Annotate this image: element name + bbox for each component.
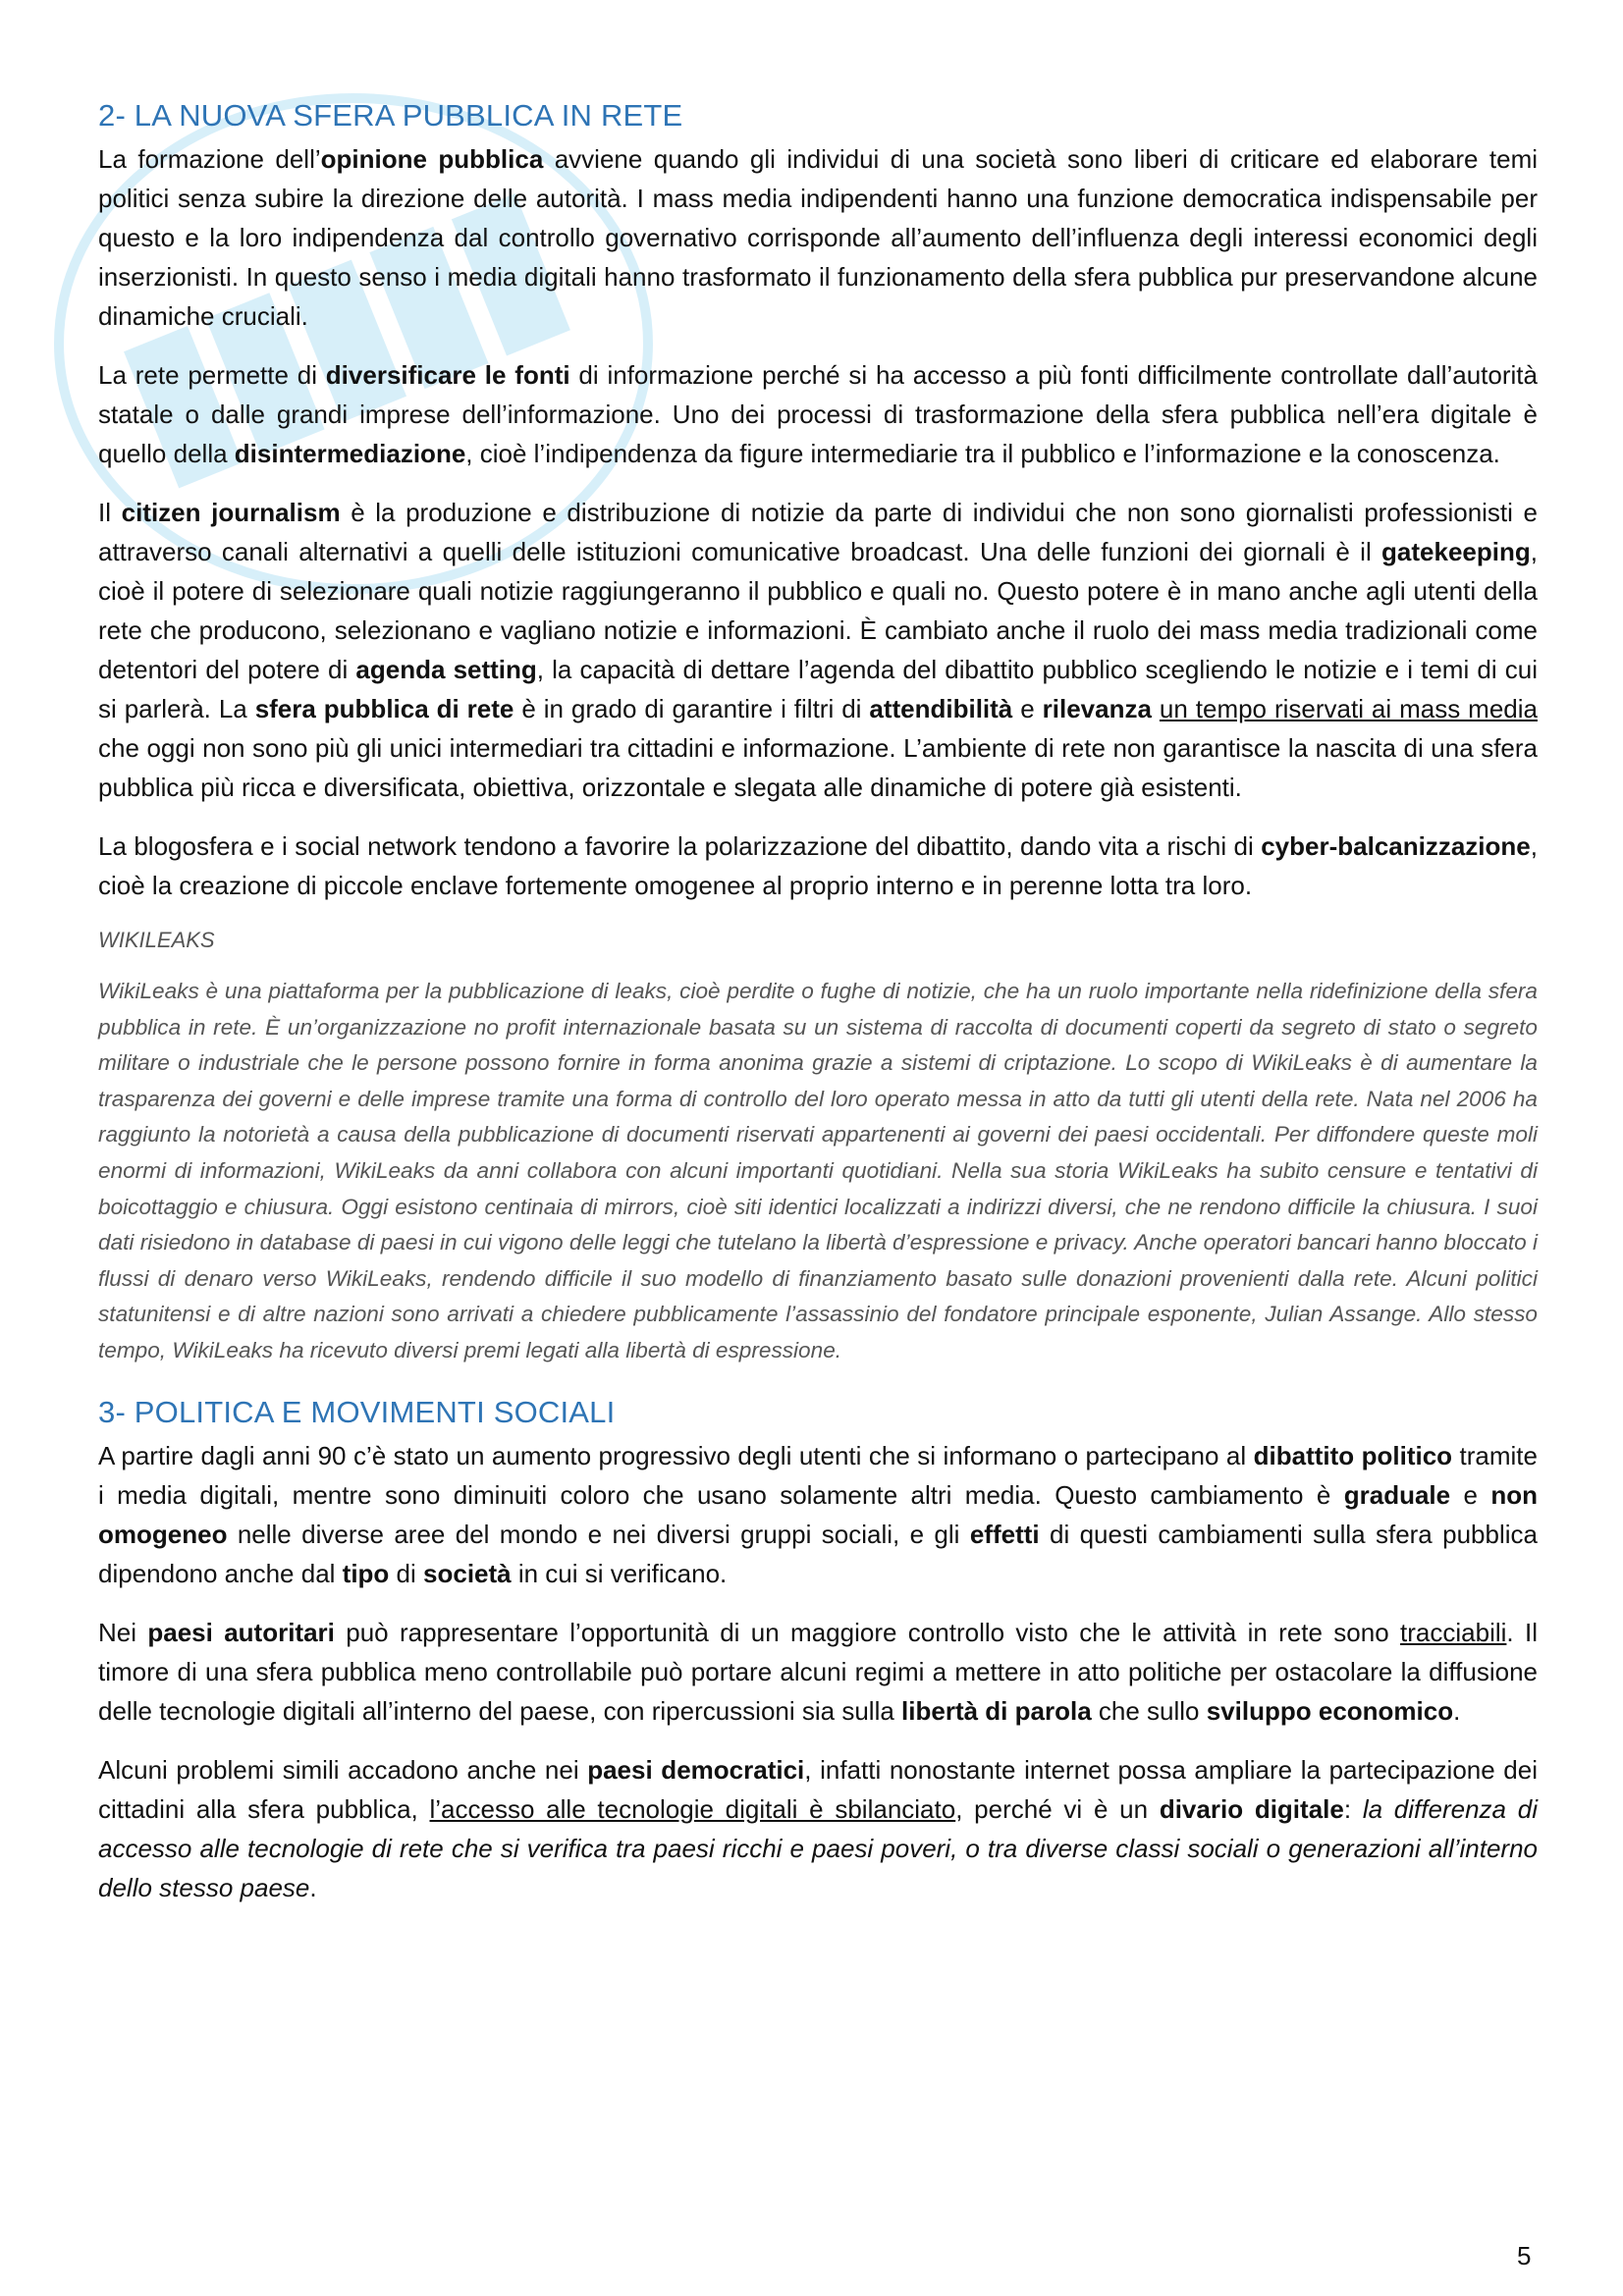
paragraph-paesi-autoritari: Nei paesi autoritari può rappresentare l’opportunità di un maggiore controllo visto che le attività in rete sono tracciabili. Il timore di una sfera pubblica meno controllabile può portare alcuni regimi a mettere in atto politiche per ostacolare la diffusione delle tecnologie digitali all’interno del paese, con ripercussioni sia sulla libertà di parola che sullo sviluppo economico. bbox=[98, 1617, 1538, 1726]
term-paesi-autoritari: paesi autoritari bbox=[147, 1617, 335, 1647]
term-paesi-democratici: paesi democratici bbox=[587, 1754, 805, 1785]
paragraph-anni-90: A partire dagli anni 90 c’è stato un aumento progressivo degli utenti che si informano o partecipano al dibattito politico tramite i media digitali, mentre sono diminuiti coloro che usano solamente altri media. Questo cambiamento è graduale e non omogeneo nelle diverse aree del mondo e nei diversi gruppi sociali, e gli effetti di questi cambiamenti sulla sfera pubblica dipendono anche dal tipo di società in cui si verificano. bbox=[98, 1440, 1538, 1588]
term-cyber-balcanizzazione: cyber-balcanizzazione bbox=[1261, 831, 1531, 861]
definition-divario-digitale: la differenza di accesso alle tecnologie di rete che si verifica tra paesi ricchi e paesi poveri, o tra diverse classi sociali o generazioni all’interno dello stesso paese bbox=[98, 1793, 1538, 1902]
term-sviluppo-economico: sviluppo economico bbox=[1206, 1695, 1454, 1726]
term-disintermediazione: disintermediazione bbox=[234, 439, 466, 468]
underlined-accesso-sbilanciato: l’accesso alle tecnologie digitali è sbilanciato bbox=[429, 1793, 956, 1824]
section-3-heading: 3- POLITICA E MOVIMENTI SOCIALI bbox=[98, 1394, 616, 1429]
page-number: 5 bbox=[1517, 2241, 1532, 2270]
paragraph-diversificare-fonti: La rete permette di diversificare le fonti di informazione perché si ha accesso a più fonti difficilmente controllate dall’autorità statale o dalle grandi imprese dell’informazione. Uno dei processi di trasformazione della sfera pubblica nell’era digitale è quello della disintermediazione, cioè l’indipendenza da figure intermediarie tra il pubblico e l’informazione e la conoscenza. bbox=[98, 360, 1538, 468]
term-liberta-di-parola: libertà di parola bbox=[901, 1695, 1092, 1726]
term-diversificare-fonti: diversificare le fonti bbox=[325, 360, 570, 390]
term-sfera-pubblica-di-rete: sfera pubblica di rete bbox=[254, 694, 514, 723]
paragraph-blogosfera: La blogosfera e i social network tendono a favorire la polarizzazione del dibattito, dando vita a rischi di cyber-balcanizzazione, cioè la creazione di piccole enclave fortemente omogenee al proprio interno e in perenne lotta tra loro. bbox=[98, 831, 1538, 900]
paragraph-paesi-democratici: Alcuni problemi simili accadono anche nei paesi democratici, infatti nonostante internet possa ampliare la partecipazione dei cittadini alla sfera pubblica, l’accesso alle tecnologie digitali è sbilanciato, perché vi è un divario digitale: la differenza di accesso alle tecnologie di rete che si verifica tra paesi ricchi e paesi poveri, o tra diverse classi sociali o generazioni all’interno dello stesso paese. bbox=[98, 1754, 1538, 1902]
term-gatekeeping: gatekeeping bbox=[1381, 537, 1531, 566]
term-citizen-journalism: citizen journalism bbox=[121, 498, 341, 527]
underlined-phrase: un tempo riservati ai mass media bbox=[1159, 694, 1538, 723]
term-attendibilita: attendibilità bbox=[869, 694, 1013, 723]
section-2-heading: 2- LA NUOVA SFERA PUBBLICA IN RETE bbox=[98, 98, 683, 133]
term-societa: società bbox=[423, 1558, 512, 1588]
term-non-omogeneo: non omogeneo bbox=[98, 1479, 1538, 1549]
underlined-tracciabili: tracciabili bbox=[1400, 1617, 1507, 1647]
term-tipo: tipo bbox=[342, 1558, 390, 1588]
term-divario-digitale: divario digitale bbox=[1159, 1793, 1344, 1824]
term-agenda-setting: agenda setting bbox=[355, 655, 537, 684]
term-effetti: effetti bbox=[969, 1519, 1040, 1549]
paragraph-citizen-journalism: Il citizen journalism è la produzione e distribuzione di notizie da parte di individui che non sono giornalisti professionisti e attraverso canali alternativi a quelli delle istituzioni comunicative broadcast. Una delle funzioni dei giornali è il gatekeeping, cioè il potere di selezionare quali notizie raggiungeranno il pubblico e quali no. Questo potere è in mano anche agli utenti della rete che producono, selezionano e vagliano notizie e informazioni. È cambiato anche il ruolo dei mass media tradizionali come detentori del potere di agenda setting, la capacità di dettare l’agenda del dibattito pubblico scegliendo le notizie e i temi di cui si parlerà. La sfera pubblica di rete è in grado di garantire i filtri di attendibilità e rilevanza un tempo riservati ai mass media che oggi non sono più gli unici intermediari tra cittadini e informazione. L’ambiente di rete non garantisce la nascita di una sfera pubblica più ricca e diversificata, obiettiva, orizzontale e slegata alle dinamiche di potere già esistenti. bbox=[98, 498, 1538, 802]
paragraph-opinione-pubblica: La formazione dell’opinione pubblica avviene quando gli individui di una società sono liberi di criticare ed elaborare temi politici senza subire la direzione delle autorità. I mass media indipendenti hanno una funzione democratica indispensabile per questo e la loro indipendenza dal controllo governativo corrisponde all’aumento dell’influenza degli interessi economici degli inserzionisti. In questo senso i media digitali hanno trasformato il funzionamento della sfera pubblica pur preservandone alcune dinamiche cruciali. bbox=[98, 144, 1538, 331]
wikileaks-title: WIKILEAKS bbox=[98, 928, 215, 952]
wikileaks-text: WikiLeaks è una piattaforma per la pubblicazione di leaks, cioè perdite o fughe di notizie, che ha un ruolo importante nella ridefinizione della sfera pubblica in rete. È un’organizzazione no profit internazionale basata su un sistema di raccolta di documenti coperti da segreto di stato o segreto militare o industriale che le persone possono fornire in forma anonima grazie a sistemi di criptazione. Lo scopo di WikiLeaks è di aumentare la trasparenza dei governi e delle imprese tramite una forma di controllo del loro operato messa in atto da tutti gli utenti della rete. Nata nel 2006 ha raggiunto la notorietà a causa della pubblicazione di documenti riservati appartenenti ai governi dei paesi occidentali. Per diffondere queste moli enormi di informazioni, WikiLeaks da anni collabora con alcuni importanti quotidiani. Nella sua storia WikiLeaks ha subito censure e tentativi di boicottaggio e chiusura. Oggi esistono centinaia di mirrors, cioè siti identici localizzati a indirizzi diversi, che ne rendono difficile la chiusura. I suoi dati risiedono in database di paesi in cui vigono delle leggi che tutelano la libertà d’espressione e privacy. Anche operatori bancari hanno bloccato i flussi di denaro verso WikiLeaks, rendendo difficile il suo modello di finanziamento basato sulle donazioni provenienti dalla rete. Alcuni politici statunitensi e di altre nazioni sono arrivati a chiedere pubblicamente l’assassinio del fondatore principale esponente, Julian Assange. Allo stesso tempo, WikiLeaks ha ricevuto diversi premi legati alla libertà di espressione. bbox=[98, 979, 1538, 1362]
term-opinione-pubblica: opinione pubblica bbox=[320, 144, 544, 174]
term-graduale: graduale bbox=[1343, 1479, 1451, 1510]
document-page bbox=[98, 98, 1538, 1927]
term-dibattito-politico: dibattito politico bbox=[1253, 1440, 1453, 1470]
term-rilevanza: rilevanza bbox=[1042, 694, 1152, 723]
